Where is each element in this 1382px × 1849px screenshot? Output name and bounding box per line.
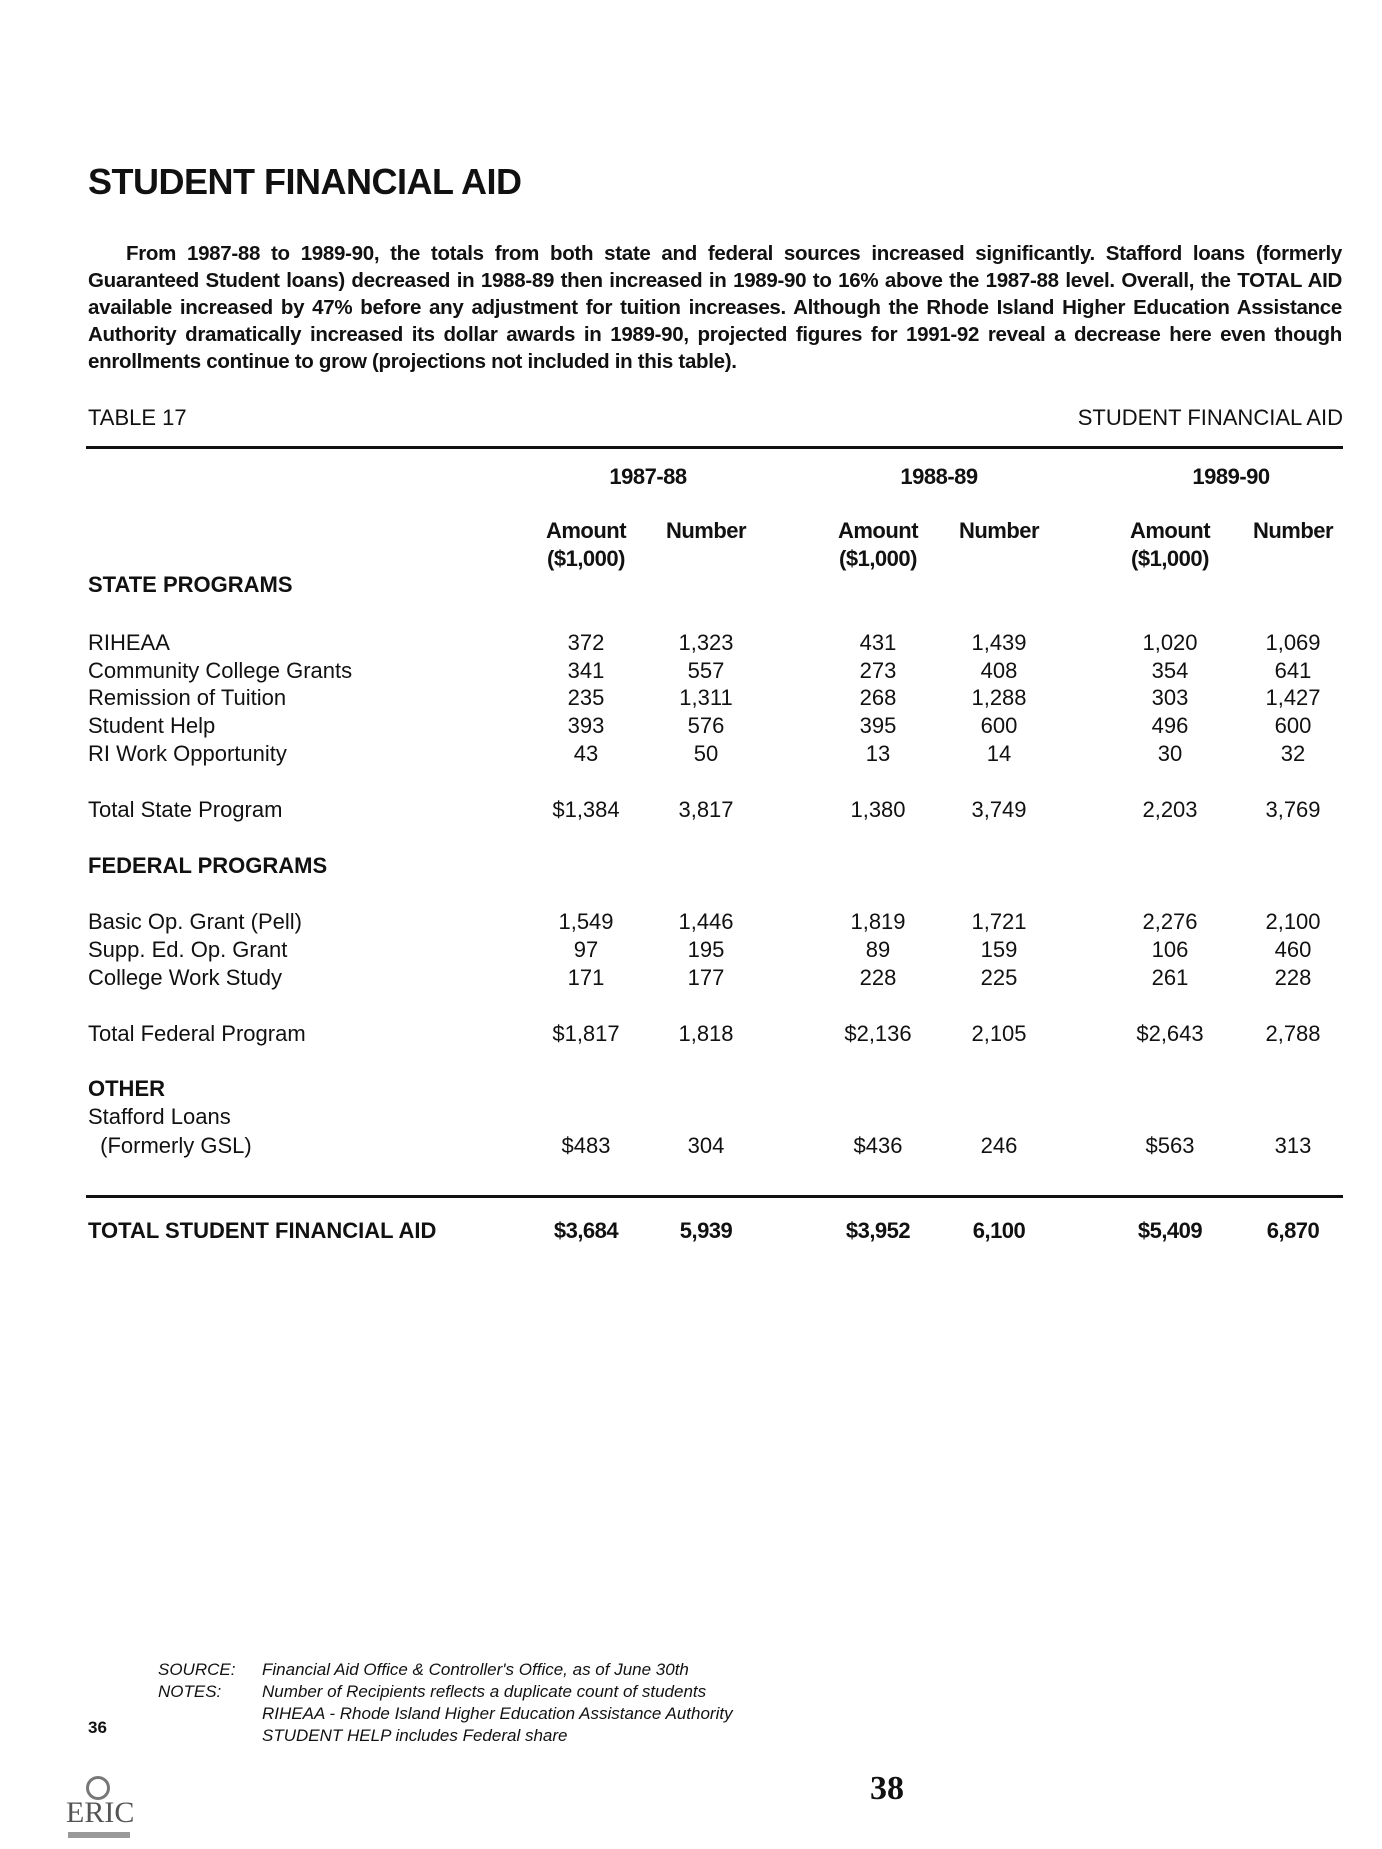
stafford-loans-value: $436 xyxy=(853,1133,903,1158)
state-row-value: 1,069 xyxy=(1265,630,1321,655)
number-header: Number xyxy=(958,518,1040,543)
federal-row-value: 177 xyxy=(687,965,725,990)
state-total-row-value: 3,769 xyxy=(1265,797,1321,822)
state-row-value: 393 xyxy=(567,713,605,738)
stafford-loans-label: Stafford Loans xyxy=(88,1104,231,1129)
grand-total-label: TOTAL STUDENT FINANCIAL AID xyxy=(88,1218,437,1243)
table-top-rule xyxy=(86,446,1343,449)
grand-total-value: $3,952 xyxy=(845,1218,911,1243)
state-total-row-value: 3,749 xyxy=(971,797,1027,822)
federal-row-value: 89 xyxy=(865,937,891,962)
federal-row-label: Basic Op. Grant (Pell) xyxy=(88,909,302,934)
grand-total-value: $3,684 xyxy=(553,1218,619,1243)
number-header: Number xyxy=(665,518,747,543)
stamp-number: 38 xyxy=(870,1770,904,1807)
state-row-value: 43 xyxy=(573,741,599,766)
state-row-value: 1,323 xyxy=(678,630,734,655)
federal-row-value: 106 xyxy=(1151,937,1189,962)
amount-unit-header: ($1,000) xyxy=(1131,546,1209,571)
notes-label: NOTES: xyxy=(158,1682,222,1701)
state-row-value: 431 xyxy=(859,630,897,655)
state-row-value: 341 xyxy=(567,658,605,683)
federal-total-row-value: $1,817 xyxy=(552,1021,620,1046)
federal-row-value: 228 xyxy=(859,965,897,990)
state-row-value: 30 xyxy=(1157,741,1183,766)
state-row-value: 303 xyxy=(1151,685,1189,710)
state-row-label: Community College Grants xyxy=(88,658,353,683)
other-heading: OTHER xyxy=(88,1076,165,1101)
state-row-value: 576 xyxy=(687,713,725,738)
stafford-loans-value: 313 xyxy=(1274,1133,1312,1158)
federal-row-value: 159 xyxy=(980,937,1018,962)
state-row-value: 600 xyxy=(1274,713,1312,738)
state-row-label: RI Work Opportunity xyxy=(88,741,287,766)
eric-logo-bar xyxy=(68,1832,130,1838)
grand-total-value: $5,409 xyxy=(1137,1218,1203,1243)
federal-row-value: 261 xyxy=(1151,965,1189,990)
state-row-value: 14 xyxy=(986,741,1012,766)
state-total-row-value: 3,817 xyxy=(678,797,734,822)
stafford-loans-value: $483 xyxy=(561,1133,611,1158)
federal-total-row-value: $2,136 xyxy=(844,1021,912,1046)
state-row-value: 1,311 xyxy=(679,685,733,710)
state-row-value: 1,288 xyxy=(971,685,1027,710)
grand-total-value: 6,100 xyxy=(972,1218,1026,1243)
note-line: STUDENT HELP includes Federal share xyxy=(262,1726,568,1745)
amount-unit-header: ($1,000) xyxy=(547,546,625,571)
amount-header: Amount xyxy=(545,518,627,543)
eric-logo: ERIC xyxy=(66,1796,135,1829)
stafford-loans-sublabel: (Formerly GSL) xyxy=(94,1133,252,1158)
federal-row-value: 2,276 xyxy=(1142,909,1198,934)
state-total-row-value: 2,203 xyxy=(1142,797,1198,822)
stafford-loans-value: 246 xyxy=(980,1133,1018,1158)
state-row-value: 268 xyxy=(859,685,897,710)
state-row-label: Student Help xyxy=(88,713,216,738)
table-label: TABLE 17 xyxy=(88,405,187,430)
federal-row-value: 97 xyxy=(573,937,599,962)
federal-total-row-value: 2,788 xyxy=(1265,1021,1321,1046)
state-row-value: 600 xyxy=(980,713,1018,738)
source-text: Financial Aid Office & Controller's Office, as of June 30th xyxy=(262,1660,689,1679)
federal-row-label: College Work Study xyxy=(88,965,283,990)
federal-row-value: 460 xyxy=(1274,937,1312,962)
federal-programs-heading: FEDERAL PROGRAMS xyxy=(88,853,328,878)
state-row-value: 273 xyxy=(859,658,897,683)
state-row-value: 496 xyxy=(1151,713,1189,738)
intro-paragraph: From 1987-88 to 1989-90, the totals from both state and federal sources increased significantly. Stafford loans (formerly Guaranteed Student loans) decreased in 1988-89 then increased in 1989-90 to 16% above the 1987-88 level. Overall, the TOTAL AID available increased by 47% before any adjustment for tuition increases. Although the Rhode Island Higher Education Assistance Authority dramatically increased its dollar awards in 1989-90, projected figures for 1991-92 reveal a decrease here even though enrollments continue to grow (projections not included in this table). xyxy=(88,242,1342,373)
state-row-value: 235 xyxy=(567,685,605,710)
year-header: 1987-88 xyxy=(609,464,687,489)
number-header: Number xyxy=(1252,518,1334,543)
source-label: SOURCE: xyxy=(158,1660,236,1679)
federal-row-value: 225 xyxy=(980,965,1018,990)
state-row-value: 557 xyxy=(687,658,725,683)
federal-row-value: 2,100 xyxy=(1265,909,1321,934)
amount-unit-header: ($1,000) xyxy=(839,546,917,571)
state-row-value: 13 xyxy=(865,741,891,766)
federal-row-value: 171 xyxy=(567,965,605,990)
federal-row-value: 228 xyxy=(1274,965,1312,990)
year-header: 1989-90 xyxy=(1192,464,1270,489)
state-row-value: 50 xyxy=(693,741,719,766)
stafford-loans-value: 304 xyxy=(687,1133,725,1158)
page-number: 36 xyxy=(88,1718,107,1737)
amount-header: Amount xyxy=(837,518,919,543)
state-row-value: 1,439 xyxy=(971,630,1027,655)
state-total-row-label: Total State Program xyxy=(88,797,283,822)
note-line: RIHEAA - Rhode Island Higher Education Assistance Authority xyxy=(262,1704,733,1723)
federal-row-value: 1,819 xyxy=(850,909,906,934)
stafford-loans-value: $563 xyxy=(1145,1133,1195,1158)
state-total-row-value: 1,380 xyxy=(850,797,906,822)
state-row-value: 408 xyxy=(980,658,1018,683)
grand-total-value: 5,939 xyxy=(679,1218,733,1243)
federal-total-row-value: 2,105 xyxy=(971,1021,1027,1046)
state-programs-heading: STATE PROGRAMS xyxy=(88,572,293,597)
state-row-label: RIHEAA xyxy=(88,630,170,655)
state-row-value: 32 xyxy=(1280,741,1306,766)
federal-total-row-value: $2,643 xyxy=(1136,1021,1204,1046)
state-row-value: 1,020 xyxy=(1142,630,1198,655)
page-title: STUDENT FINANCIAL AID xyxy=(88,161,522,202)
state-row-value: 641 xyxy=(1274,658,1312,683)
amount-header: Amount xyxy=(1129,518,1211,543)
federal-row-value: 1,549 xyxy=(558,909,614,934)
state-total-row-value: $1,384 xyxy=(552,797,620,822)
state-row-value: 354 xyxy=(1151,658,1189,683)
federal-row-value: 1,721 xyxy=(971,909,1027,934)
federal-row-label: Supp. Ed. Op. Grant xyxy=(88,937,288,962)
state-row-value: 1,427 xyxy=(1265,685,1321,710)
state-row-value: 372 xyxy=(567,630,605,655)
federal-row-value: 1,446 xyxy=(678,909,734,934)
year-header: 1988-89 xyxy=(900,464,978,489)
table-total-rule xyxy=(86,1195,1343,1198)
grand-total-value: 6,870 xyxy=(1266,1218,1320,1243)
state-row-label: Remission of Tuition xyxy=(88,685,287,710)
table-caption: STUDENT FINANCIAL AID xyxy=(1077,405,1343,430)
note-line: Number of Recipients reflects a duplicate count of students xyxy=(262,1682,707,1701)
state-row-value: 395 xyxy=(859,713,897,738)
federal-total-row-label: Total Federal Program xyxy=(88,1021,306,1046)
federal-total-row-value: 1,818 xyxy=(678,1021,734,1046)
federal-row-value: 195 xyxy=(687,937,725,962)
